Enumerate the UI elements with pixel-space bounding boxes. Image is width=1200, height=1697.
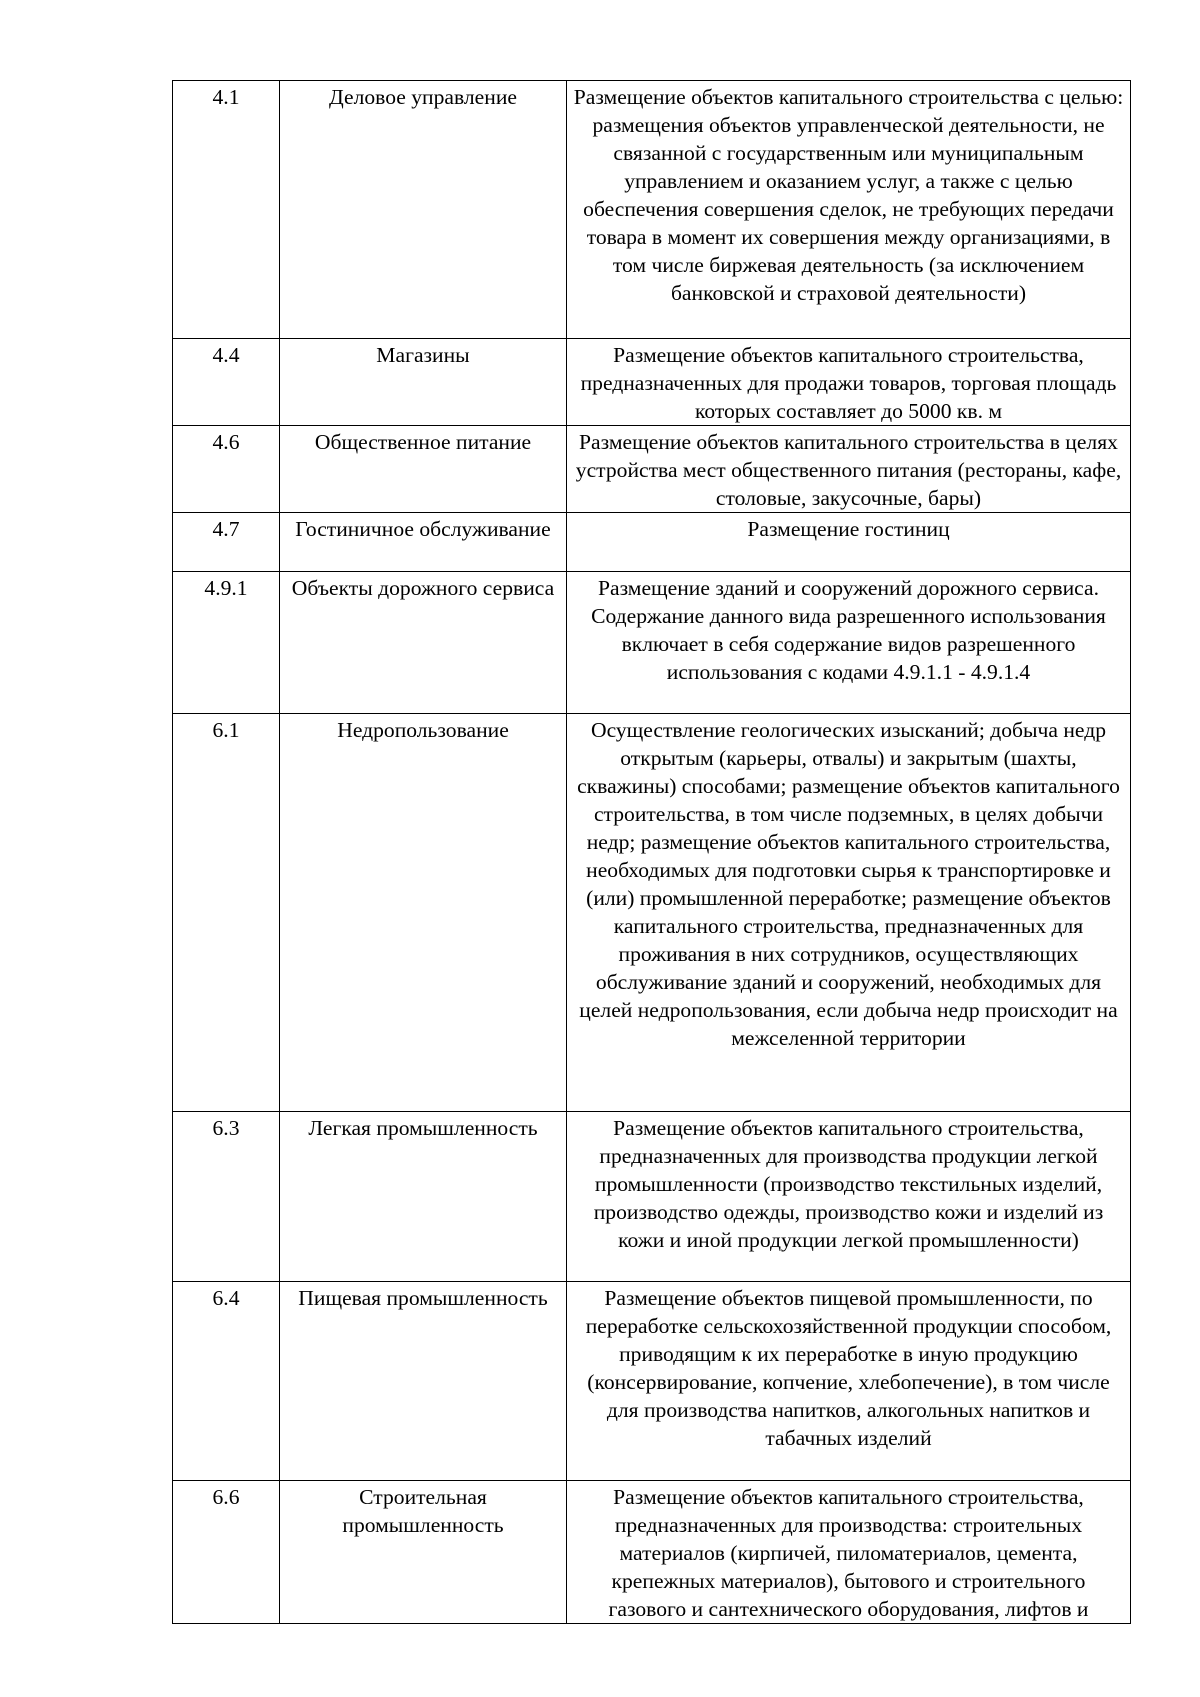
use-code-cell: 4.4 (173, 339, 280, 426)
table-row (173, 1112, 1131, 1282)
use-name-cell: Недропользование (280, 714, 567, 1112)
table-row (173, 81, 1131, 339)
use-code-cell: 6.4 (173, 1282, 280, 1481)
use-description-cell: Осуществление геологических изысканий; добыча недр открытым (карьеры, отвалы) и закрытым (шахты, скважины) способами; размещение объектов капитального строительства, в том числе подземных, в целях добычи недр; размещение объектов капитального строительства, необходимых для подготовки сырья к транспортировке и (или) промышленной переработке; размещение объектов капитального строительства, предназначенных для проживания в них сотрудников, осуществляющих обслуживание зданий и сооружений, необходимых для целей недропользования, если добыча недр происходит на межселенной территории (567, 714, 1131, 1112)
use-name-cell: Магазины (280, 339, 567, 426)
table-row (173, 1481, 1131, 1624)
table-row (173, 1282, 1131, 1481)
use-description-cell: Размещение объектов капитального строительства, предназначенных для производства: строительных материалов (кирпичей, пиломатериалов, цемента, крепежных материалов), бытового и строительного газового и сантехнического оборудования, лифтов и (567, 1481, 1131, 1624)
use-name-cell: Строительная промышленность (280, 1481, 567, 1624)
use-code-cell: 6.1 (173, 714, 280, 1112)
use-name-cell: Гостиничное обслуживание (280, 513, 567, 572)
use-description-cell: Размещение зданий и сооружений дорожного сервиса. Содержание данного вида разрешенного использования включает в себя содержание видов разрешенного использования с кодами 4.9.1.1 - 4.9.1.4 (567, 572, 1131, 714)
use-name-cell: Объекты дорожного сервиса (280, 572, 567, 714)
land-use-table (172, 80, 1131, 1624)
table-row (173, 714, 1131, 1112)
use-code-cell: 4.7 (173, 513, 280, 572)
table-row (173, 513, 1131, 572)
use-code-cell: 6.6 (173, 1481, 280, 1624)
use-code-cell: 4.9.1 (173, 572, 280, 714)
use-description-cell: Размещение гостиниц (567, 513, 1131, 572)
use-description-cell: Размещение объектов капитального строительства в целях устройства мест общественного питания (рестораны, кафе, столовые, закусочные, бары) (567, 426, 1131, 513)
use-description-cell: Размещение объектов пищевой промышленности, по переработке сельскохозяйственной продукции способом, приводящим к их переработке в иную продукцию (консервирование, копчение, хлебопечение), в том числе для производства напитков, алкогольных напитков и табачных изделий (567, 1282, 1131, 1481)
table-row (173, 572, 1131, 714)
table-row (173, 339, 1131, 426)
use-code-cell: 4.6 (173, 426, 280, 513)
use-name-cell: Легкая промышленность (280, 1112, 567, 1282)
table-row (173, 426, 1131, 513)
use-code-cell: 6.3 (173, 1112, 280, 1282)
use-description-cell: Размещение объектов капитального строительства с целью: размещения объектов управленческой деятельности, не связанной с государственным или муниципальным управлением и оказанием услуг, а также с целью обеспечения совершения сделок, не требующих передачи товара в момент их совершения между организациями, в том числе биржевая деятельность (за исключением банковской и страховой деятельности) (567, 81, 1131, 339)
use-name-cell: Общественное питание (280, 426, 567, 513)
use-description-cell: Размещение объектов капитального строительства, предназначенных для продажи товаров, торговая площадь которых составляет до 5000 кв. м (567, 339, 1131, 426)
use-code-cell: 4.1 (173, 81, 280, 339)
use-name-cell: Пищевая промышленность (280, 1282, 567, 1481)
use-description-cell: Размещение объектов капитального строительства, предназначенных для производства продукции легкой промышленности (производство текстильных изделий, производство одежды, производство кожи и изделий из кожи и иной продукции легкой промышленности) (567, 1112, 1131, 1282)
use-name-cell: Деловое управление (280, 81, 567, 339)
